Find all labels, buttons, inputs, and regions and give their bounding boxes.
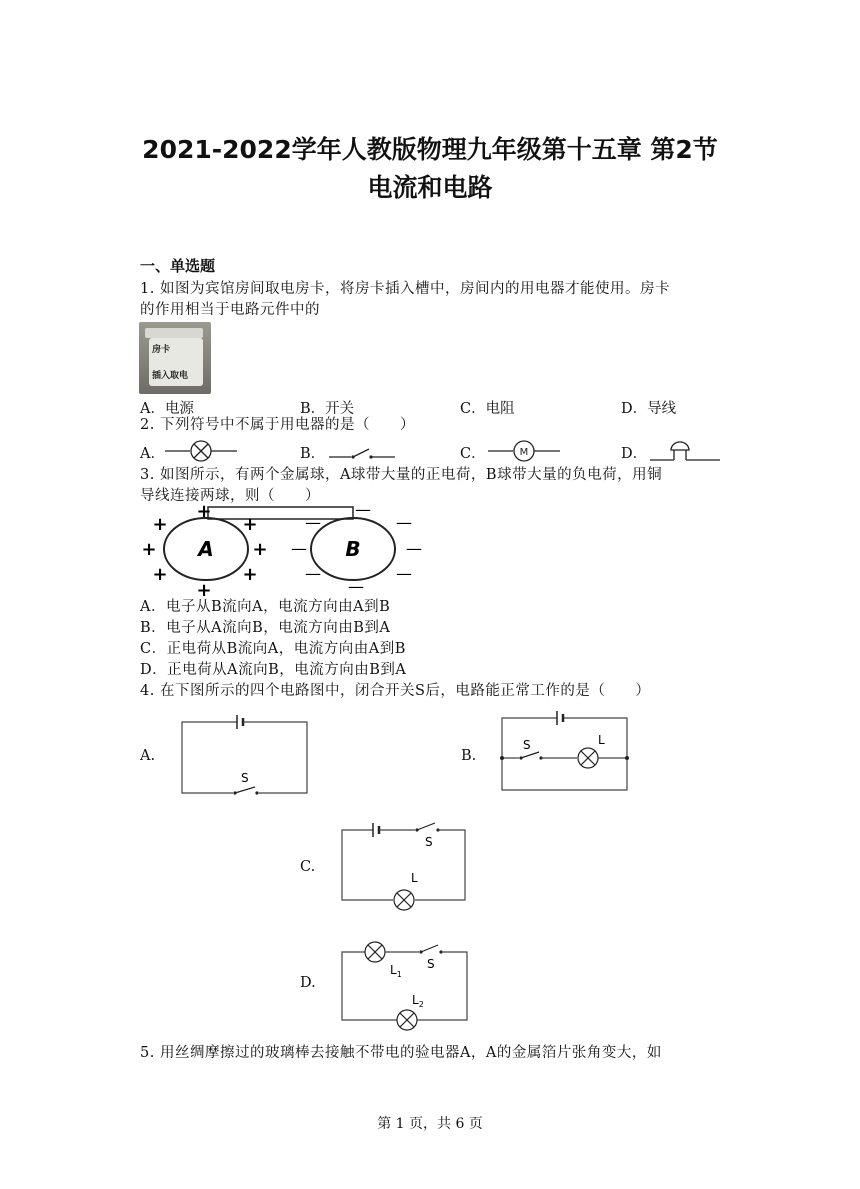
circuit-c-diagram bbox=[335, 818, 475, 913]
q1-option-c: C．电阻 bbox=[460, 401, 515, 417]
lamp-label: L bbox=[411, 871, 418, 885]
question-5-text: 5. 用丝绸摩擦过的玻璃棒去接触不带电的验电器A，A的金属箔片张角变大，如 bbox=[140, 1045, 662, 1061]
q4-option-a: A. bbox=[140, 748, 156, 764]
plus-sign: + bbox=[242, 564, 258, 585]
plus-sign: + bbox=[141, 539, 157, 560]
q1-option-d: D．导线 bbox=[621, 401, 677, 417]
room-card-photo bbox=[139, 322, 211, 394]
switch-symbol-icon bbox=[325, 439, 400, 463]
question-2-text: 2. 下列符号中不属于用电器的是（ ） bbox=[140, 417, 415, 433]
q3-option-a: A．电子从B流向A，电流方向由A到B bbox=[140, 599, 391, 615]
card-label-2: 插入取电 bbox=[152, 371, 189, 381]
minus-sign: — bbox=[355, 500, 371, 519]
switch-label: S bbox=[241, 771, 249, 785]
plus-sign: + bbox=[152, 514, 168, 535]
plus-sign: + bbox=[196, 501, 212, 522]
document-title-line2: 电流和电路 bbox=[367, 173, 493, 202]
motor-symbol-icon bbox=[488, 439, 563, 463]
q3-option-b: B．电子从A流向B，电流方向由B到A bbox=[140, 620, 391, 636]
minus-sign: — bbox=[348, 577, 364, 596]
question-4-text: 4. 在下图所示的四个电路图中，闭合开关S后，电路能正常工作的是（ ） bbox=[140, 683, 651, 699]
sphere-a-label: A bbox=[198, 537, 214, 561]
q2-option-a: A． bbox=[140, 446, 165, 462]
minus-sign: — bbox=[305, 513, 321, 532]
card-label-1: 房卡 bbox=[152, 345, 171, 355]
document-title-line1: 2021-2022学年人教版物理九年级第十五章 第2节 bbox=[142, 135, 718, 164]
plus-sign: + bbox=[196, 580, 212, 600]
lamp-1-label: $L_1$ bbox=[390, 963, 402, 979]
section-heading: 一、单选题 bbox=[140, 257, 216, 275]
minus-sign: — bbox=[396, 513, 412, 532]
q4-option-c: C. bbox=[300, 859, 316, 875]
minus-sign: — bbox=[305, 564, 321, 583]
q2-option-b: B． bbox=[300, 446, 326, 462]
q3-option-c: C．正电荷从B流向A，电流方向由A到B bbox=[140, 641, 406, 657]
circuit-a-diagram bbox=[175, 708, 315, 803]
minus-sign: — bbox=[396, 564, 412, 583]
q1-option-b: B．开关 bbox=[300, 401, 355, 417]
switch-label: S bbox=[523, 738, 531, 752]
question-3-line2: 导线连接两球，则（ ） bbox=[140, 488, 320, 504]
charged-spheres-diagram bbox=[138, 500, 438, 600]
q1-option-a: A．电源 bbox=[140, 401, 194, 417]
minus-sign: — bbox=[291, 539, 307, 558]
plus-sign: + bbox=[252, 539, 268, 560]
q2-option-d: D． bbox=[621, 446, 648, 462]
card-slot bbox=[145, 328, 203, 338]
q3-option-d: D．正电荷从A流向B，电流方向由B到A bbox=[140, 662, 407, 678]
motor-label: M bbox=[519, 447, 529, 458]
q4-option-d: D. bbox=[300, 975, 316, 991]
minus-sign: — bbox=[406, 539, 422, 558]
question-1-line2: 的作用相当于电路元件中的 bbox=[140, 302, 320, 318]
plus-sign: + bbox=[242, 514, 258, 535]
lamp-2-label: $L_2$ bbox=[412, 993, 424, 1009]
q2-option-c: C． bbox=[460, 446, 486, 462]
lamp-symbol-icon bbox=[165, 439, 240, 463]
switch-label: S bbox=[425, 835, 433, 849]
page-footer: 第 1 页，共 6 页 bbox=[377, 1116, 483, 1132]
q4-option-b: B. bbox=[461, 748, 477, 764]
bell-symbol-icon bbox=[648, 436, 723, 464]
circuit-d-diagram bbox=[335, 938, 475, 1033]
switch-label: S bbox=[427, 957, 435, 971]
question-1-line1: 1. 如图为宾馆房间取电房卡，将房卡插入槽中，房间内的用电器才能使用。房卡 bbox=[140, 281, 670, 297]
sphere-b-label: B bbox=[345, 537, 361, 561]
plus-sign: + bbox=[152, 564, 168, 585]
circuit-b-diagram bbox=[495, 704, 635, 796]
question-3-line1: 3. 如图所示，有两个金属球，A球带大量的正电荷，B球带大量的负电荷，用铜 bbox=[140, 467, 663, 483]
lamp-label: L bbox=[598, 733, 605, 747]
